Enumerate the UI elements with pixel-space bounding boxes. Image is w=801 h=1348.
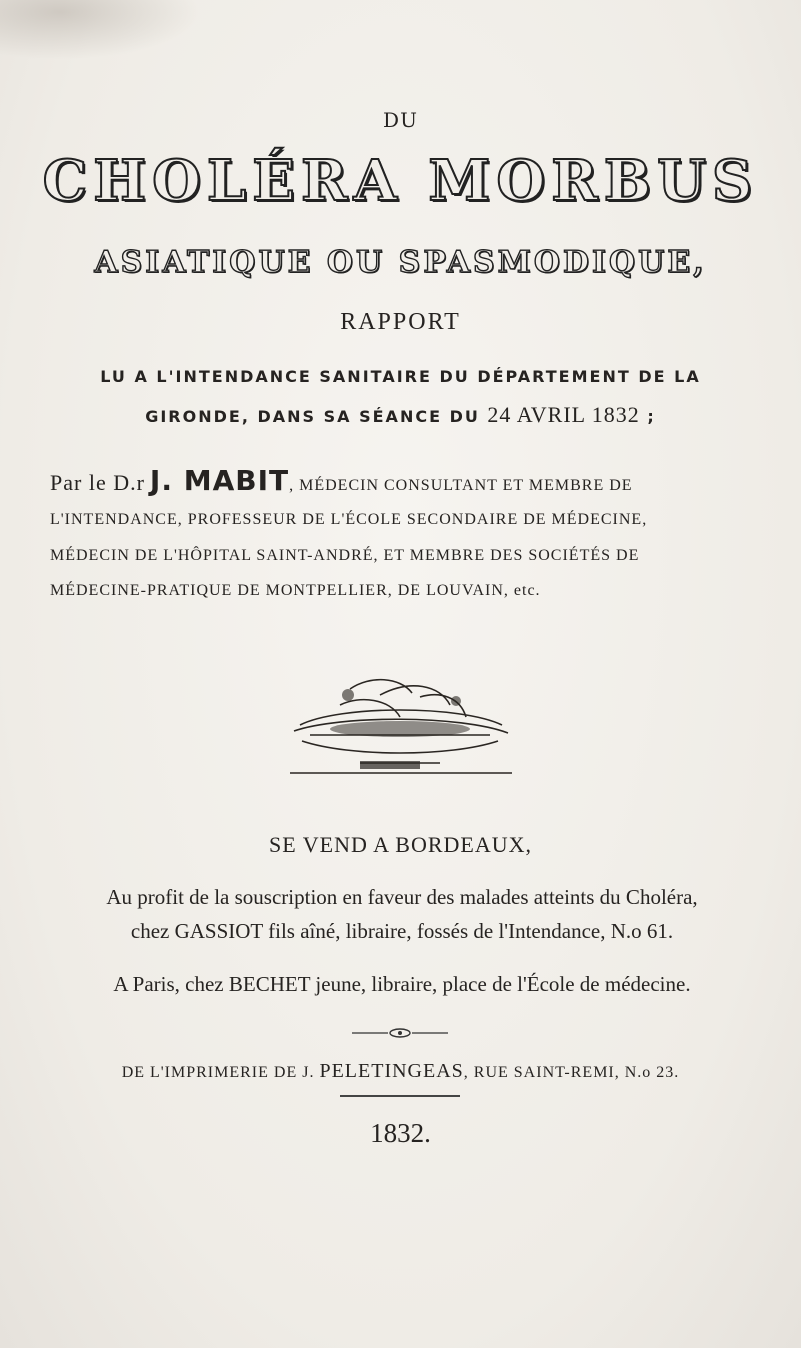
imprint-prefix: DE L'IMPRIMERIE DE J. [121, 1064, 315, 1081]
author-title-1: , MÉDECIN CONSULTANT ET MEMBRE DE [289, 477, 633, 494]
sub-title: ASIATIQUE OU SPASMODIQUE, [94, 245, 707, 280]
author-line-1 [50, 464, 755, 497]
divider-rule [340, 1095, 460, 1097]
paper-stain [0, 0, 200, 60]
author-line-3: MÉDECIN DE L'HÔPITAL SAINT-ANDRÉ, ET MEMBRE DES SOCIÉTÉS DE [50, 547, 640, 564]
author-name: J. MABIT [149, 464, 290, 497]
du-heading: DU [383, 108, 418, 132]
reading-line-2-text: GIRONDE, DANS SA SÉANCE DU [145, 407, 480, 426]
reading-punct: ; [647, 407, 656, 426]
imprint-address: , RUE SAINT-REMI, N.o 23. [463, 1064, 680, 1081]
printers-vignette-icon [280, 665, 520, 775]
author-prefix: Par le D.r [50, 470, 145, 495]
reading-line-1: LU A L'INTENDANCE SANITAIRE DU DÉPARTEMENT DE LA [100, 367, 701, 386]
sale-line-3: A Paris, chez BECHET jeune, libraire, place de l'École de médecine. [113, 972, 691, 996]
reading-line-2 [0, 402, 801, 428]
publication-year: 1832. [370, 1118, 431, 1148]
imprint-line [0, 1060, 801, 1083]
imprint-printer: PELETINGEAS [319, 1060, 464, 1082]
sale-line-1: Au profit de la souscription en faveur des malades atteints du Choléra, [106, 885, 698, 909]
main-title: CHOLÉRA MORBUS [42, 148, 759, 214]
ornament-divider-icon [350, 1026, 450, 1040]
author-line-2: L'INTENDANCE, PROFESSEUR DE L'ÉCOLE SECONDAIRE DE MÉDECINE, [50, 511, 648, 528]
sale-line-2: chez GASSIOT fils aîné, libraire, fossés de l'Intendance, N.o 61. [130, 919, 674, 943]
sale-heading: SE VEND A BORDEAUX, [268, 832, 533, 857]
author-line-4: MÉDECINE-PRATIQUE DE MONTPELLIER, DE LOUVAIN, etc. [50, 582, 541, 599]
rapport-heading: RAPPORT [340, 309, 461, 335]
reading-date: 24 AVRIL 1832 [487, 402, 640, 427]
